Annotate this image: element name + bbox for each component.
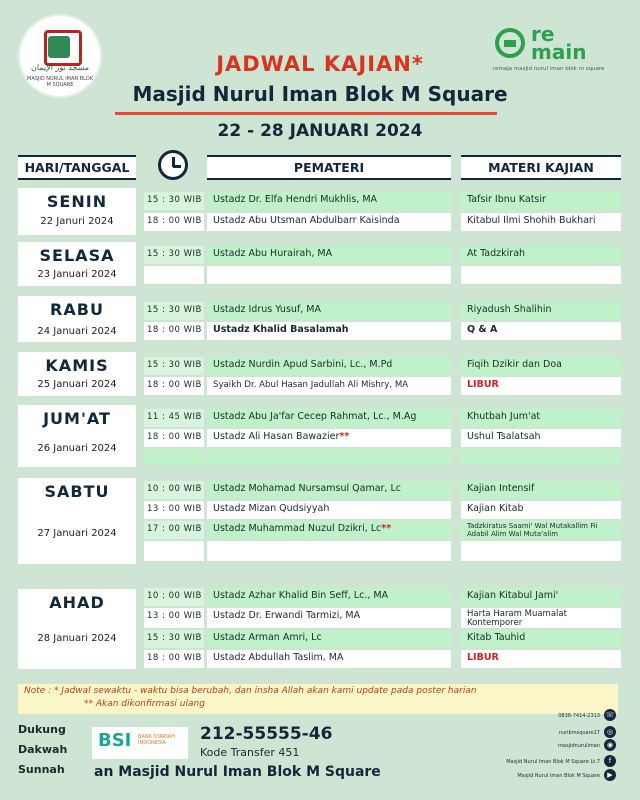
remain-main: main <box>531 40 587 64</box>
session-topic: Q & A <box>461 322 621 340</box>
session-topic: Kajian Intensif <box>461 481 621 499</box>
session-speaker: Ustadz Azhar Khalid Bin Seff, Lc., MA <box>207 588 451 606</box>
globe-icon: ◎ <box>604 726 616 738</box>
session-topic: Kitabul Ilmi Shohih Bukhari <box>461 213 621 231</box>
day-sabtu <box>18 478 136 564</box>
day-name: SELASA <box>39 246 115 265</box>
session-time: 18 : 00 WIB <box>144 377 204 395</box>
contact-facebook: Masjid Nurul Iman Blok M Square Lt.7 <box>506 759 600 765</box>
contact-whatsapp: 0838-7414-2313 <box>558 713 600 719</box>
session-time: 18 : 00 WIB <box>144 429 204 447</box>
day-date: 24 Januari 2024 <box>37 326 117 337</box>
facebook-icon: f <box>604 755 616 767</box>
account-number: 212-55555-46 <box>200 724 333 744</box>
session-speaker: Ustadz Abu Ja'far Cecep Rahmat, Lc., M.Ag <box>207 409 451 427</box>
col-header-speaker: PEMATERI <box>207 155 451 180</box>
empty-cell <box>144 541 204 561</box>
empty-cell <box>461 541 621 561</box>
youtube-icon: ▶ <box>604 769 616 781</box>
support-word: Sunnah <box>18 763 65 776</box>
session-topic-libur: LIBUR <box>461 377 621 395</box>
session-time: 10 : 00 WIB <box>144 588 204 606</box>
session-topic: Harta Haram Muamalat Kontemporer <box>461 608 621 628</box>
col-header-day: HARI/TANGGAL <box>18 155 136 180</box>
day-name: RABU <box>50 300 104 319</box>
contact-youtube: Masjid Nurul Iman Blok M Square <box>517 773 600 779</box>
session-time: 11 : 45 WIB <box>144 409 204 427</box>
confirm-mark: ** <box>381 523 392 534</box>
instagram-icon: ◉ <box>604 739 616 751</box>
day-kamis <box>18 352 136 396</box>
day-name: SENIN <box>46 192 108 211</box>
session-topic: Kajian Kitab <box>461 501 621 519</box>
session-speaker <box>207 521 451 539</box>
session-time: 18 : 00 WIB <box>144 650 204 668</box>
day-rabu <box>18 296 136 342</box>
session-topic: Kitab Tauhid <box>461 630 621 648</box>
session-speaker: Ustadz Dr. Elfa Hendri Mukhlis, MA <box>207 192 451 210</box>
session-speaker <box>207 429 451 447</box>
session-speaker: Syaikh Dr. Abul Hasan Jadullah Ali Mishry, MA <box>207 377 451 395</box>
contact-instagram: masjidnuruliman <box>558 743 600 749</box>
session-time: 18 : 00 WIB <box>144 213 204 231</box>
day-date: 23 Januari 2024 <box>37 269 117 280</box>
note-line-1: Note : * Jadwal sewaktu - waktu bisa berubah, dan insha Allah akan kami update pada poster harian <box>24 686 477 696</box>
day-date: 27 Januari 2024 <box>37 528 117 539</box>
confirm-mark: ** <box>339 431 350 442</box>
masjid-name: Masjid Nurul Iman Blok M Square <box>132 82 508 106</box>
support-word: Dakwah <box>18 743 68 756</box>
session-topic: Riyadush Shalihin <box>461 302 621 320</box>
support-word: Dukung <box>18 723 66 736</box>
day-date: 25 Januari 2024 <box>37 379 117 390</box>
bsi-name: BANK SYARIAH INDONESIA <box>138 734 175 746</box>
masjid-logo <box>18 14 102 98</box>
note-line-2: ** Akan dikonfirmasi ulang <box>84 699 205 709</box>
session-time: 15 : 30 WIB <box>144 192 204 210</box>
day-ahad <box>18 589 136 669</box>
session-speaker: Ustadz Abu Hurairah, MA <box>207 246 451 264</box>
remain-re: re <box>531 22 555 46</box>
session-topic: Tadzkiratus Saami' Wal Mutakallim Fii Adabil Alim Wal Muta'alim <box>461 521 621 539</box>
day-name: AHAD <box>49 593 105 612</box>
whatsapp-icon: ☏ <box>605 711 615 719</box>
session-time: 15 : 30 WIB <box>144 246 204 264</box>
remain-logo <box>493 24 623 80</box>
logo-arabic: مسجد نور الإيمان <box>30 63 90 72</box>
remain-tagline: remaja masjid nurul iman blok m square <box>493 66 605 72</box>
account-name: an Masjid Nurul Iman Blok M Square <box>94 764 381 780</box>
empty-cell <box>144 266 204 284</box>
session-time: 15 : 30 WIB <box>144 630 204 648</box>
empty-cell <box>207 449 451 465</box>
date-range: 22 - 28 JANUARI 2024 <box>217 121 423 141</box>
day-name: JUM'AT <box>43 409 111 428</box>
day-date: 26 Januari 2024 <box>37 443 117 454</box>
session-topic: Khutbah Jum'at <box>461 409 621 427</box>
poster-title: JADWAL KAJIAN* <box>216 52 424 76</box>
speaker-name: Ustadz Ali Hasan Bawazier <box>213 431 340 442</box>
clock-icon <box>158 150 188 180</box>
day-senin <box>18 188 136 235</box>
transfer-code: Kode Transfer 451 <box>200 746 300 759</box>
empty-cell <box>207 541 451 561</box>
remain-icon <box>495 28 525 58</box>
bsi-mark: BSI <box>98 730 132 751</box>
day-date: 28 Januari 2024 <box>37 633 117 644</box>
col-header-topic: MATERI KAJIAN <box>461 155 621 180</box>
session-speaker: Ustadz Abu Utsman Abdulbarr Kaisinda <box>207 213 451 231</box>
session-time: 18 : 00 WIB <box>144 322 204 340</box>
session-speaker: Ustadz Nurdin Apud Sarbini, Lc., M.Pd <box>207 357 451 375</box>
session-time: 13 : 00 WIB <box>144 501 204 519</box>
logo-emblem-inner <box>48 36 70 58</box>
session-time: 10 : 00 WIB <box>144 481 204 499</box>
session-speaker: Ustadz Dr. Erwandi Tarmizi, MA <box>207 608 451 628</box>
session-speaker: Ustadz Arman Amri, Lc <box>207 630 451 648</box>
session-speaker: Ustadz Mohamad Nursamsul Qamar, Lc <box>207 481 451 499</box>
empty-cell <box>144 449 204 465</box>
day-date: 22 Januri 2024 <box>40 216 114 227</box>
contact-web: nuribmsquare17 <box>558 730 600 736</box>
session-topic: Tafsir Ibnu Katsir <box>461 192 621 210</box>
session-time: 15 : 30 WIB <box>144 302 204 320</box>
day-name: KAMIS <box>45 356 109 375</box>
session-time: 17 : 00 WIB <box>144 521 204 539</box>
session-speaker: Ustadz Mizan Qudsiyyah <box>207 501 451 519</box>
day-jumat <box>18 405 136 467</box>
session-speaker: Ustadz Abdullah Taslim, MA <box>207 650 451 668</box>
bsi-logo <box>92 727 188 759</box>
session-topic: Kajian Kitabul Jami' <box>461 588 621 606</box>
session-topic: At Tadzkirah <box>461 246 621 264</box>
empty-cell <box>461 266 621 284</box>
empty-cell <box>461 449 621 465</box>
session-speaker: Ustadz Idrus Yusuf, MA <box>207 302 451 320</box>
session-topic: Ushul Tsalatsah <box>461 429 621 447</box>
speaker-name: Ustadz Muhammad Nuzul Dzikri, Lc <box>213 523 382 534</box>
session-time: 15 : 30 WIB <box>144 357 204 375</box>
day-name: SABTU <box>44 482 110 501</box>
day-selasa <box>18 242 136 286</box>
title-divider <box>115 112 497 115</box>
session-time: 13 : 00 WIB <box>144 608 204 628</box>
session-topic-libur: LIBUR <box>461 650 621 668</box>
schedule-note <box>18 684 618 714</box>
empty-cell <box>207 266 451 284</box>
session-speaker: Ustadz Khalid Basalamah <box>207 322 451 340</box>
logo-text: MASJID NURUL IMAN BLOK M SQUARE <box>27 76 93 88</box>
session-topic: Fiqih Dzikir dan Doa <box>461 357 621 375</box>
